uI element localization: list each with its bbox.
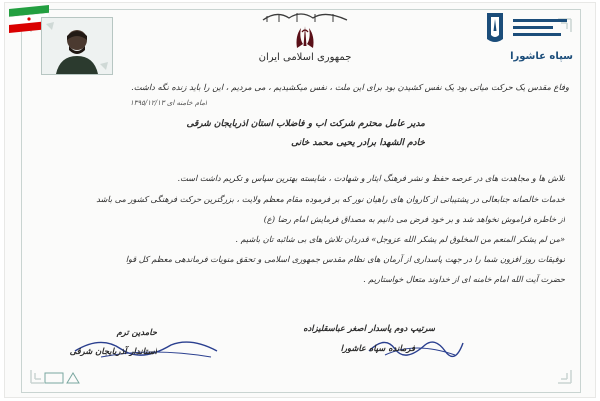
sepah-ashura-logo	[479, 9, 575, 69]
body-line: از خاطره فراموش نخواهد شد و بر خود فرض می دانیم به مصداق فرمایش امام رضا (ع)	[263, 214, 565, 224]
body-line: خدمات خالصانه جنابعالی در پشتیبانی از کاروان های راهیان نور که بر فرموده مقام معظم ولایت ، بزرگترین حرکت فرهنگی کشور می باشد	[96, 194, 565, 204]
martyr-portrait	[41, 17, 113, 75]
quote-attribution: امام خامنه ای ۱۳۹۵/۱۲/۱۳	[129, 99, 207, 107]
addressee-name: خادم الشهدا برادر یحیی محمد خانی	[291, 138, 425, 148]
left-signatory-role: استاندار آذربایجان شرقی	[69, 346, 157, 356]
body-line: تلاش ها و مجاهدت های در عرصه حفظ و نشر فرهنگ ایثار و شهادت ، شایسته بهترین سپاس و تکریم داشت است.	[177, 173, 565, 183]
emblem-caption: جمهوری اسلامی ایران	[258, 52, 352, 63]
right-signatory-role: فرمانده سپاه عاشورا	[340, 343, 415, 353]
certificate-page	[4, 2, 596, 398]
addressee-title: مدیر عامل محترم شرکت آب و فاضلاب استان آذربایجان شرقی	[186, 119, 425, 129]
logo-caption: سپاه عاشورا	[510, 51, 573, 62]
right-signatory-title: سرتیپ دوم پاسدار اصغر عباسقلیزاده	[303, 323, 435, 333]
footer-stamp-icon	[43, 369, 87, 387]
body-line: حضرت آیت الله امام خامنه ای از خداوند متعال خواستاریم .	[363, 274, 565, 284]
corner-ornament-icon	[546, 358, 572, 384]
left-signatory-title: حامدین ترم	[116, 327, 157, 337]
opening-quote: وفاع مقدس یک حرکت میاتی بود یک نفس کشیدن بود برای این ملت ، نفس میکشیدیم ، می مردیم ، این را باید زنده نگه داشت.	[131, 82, 569, 92]
body-line: توفیقات روز افزون شما را در جهت پاسداری از آرمان های نظام مقدس جمهوری اسلامی و تحقق منویات فرماندهی معظم کل قوا	[125, 254, 565, 264]
iran-emblem	[235, 8, 375, 66]
body-line: «من لم یشکر المنعم من المخلوق لم یشکر الله عزوجل» قدردان تلاش های بی شائبه تان باشیم .	[235, 234, 565, 244]
